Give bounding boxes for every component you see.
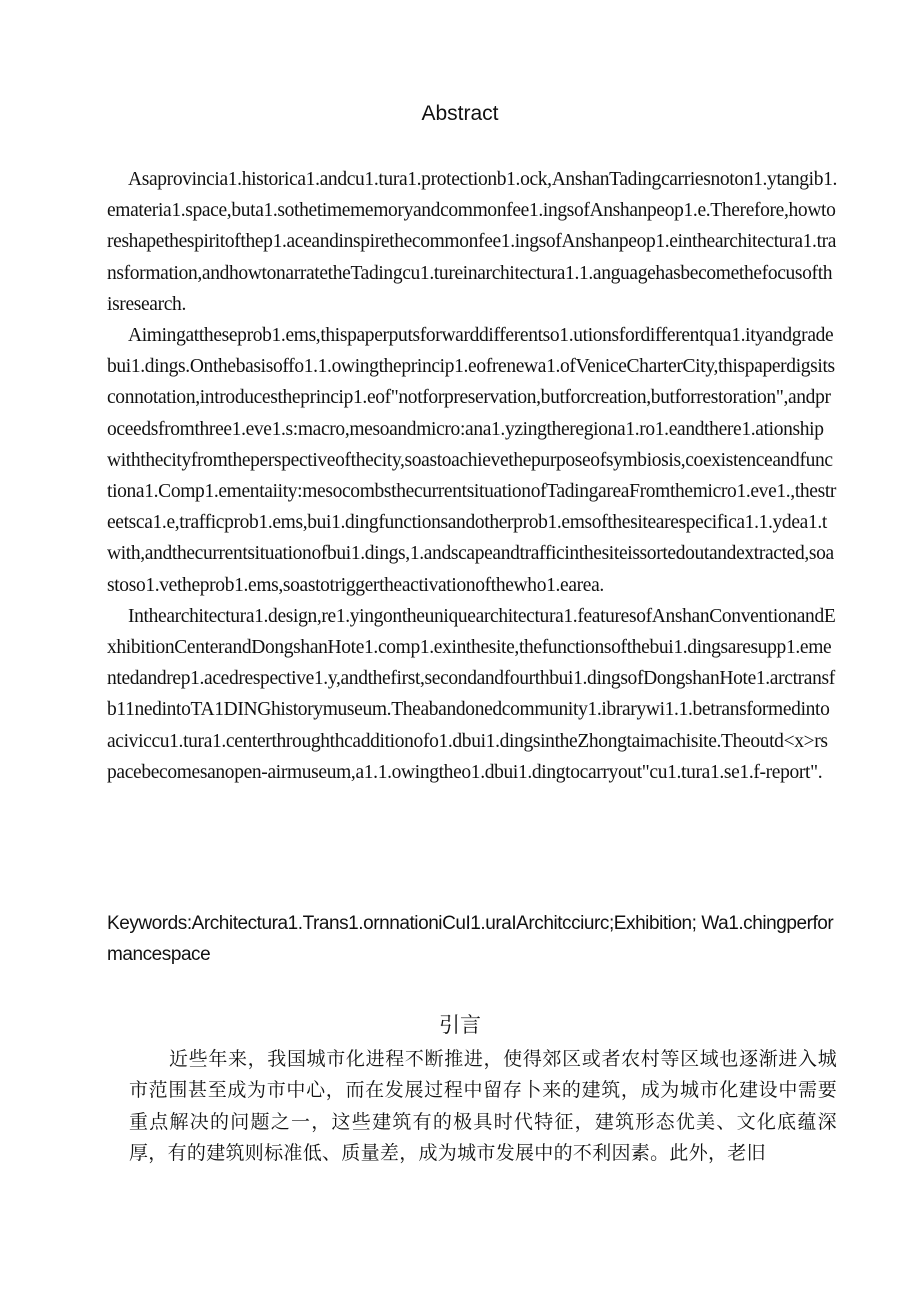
- abstract-paragraph-3: Inthearchitectura1.design,re1.yingontheuniquearchitectura1.featuresofAnshanConventionandExhibitionCenterandDongshanHote1.comp1.exinthesite,thefunctionsofthebui1.dingsaresupp1.ementedandrep1.acedrespective1.y,andthefirst,secondandfourthbui1.dingsofDongshanHote1.arctransfb11nedintoTA1DINGhistorymuseum.Theabandonedcommunity1.ibrarywi1.1.betransformedintoaciviccu1.tura1.centerthroughthcadditionofo1.dbui1.dingsintheZhongtaimachisite.Theoutd<x>rspacebecomesanopen-airmuseum,a1.1.owingtheo1.dbui1.dingtocarryout"cu1.tura1.se1.f-report".: [107, 605, 836, 783]
- abstract-paragraph-1: Asaprovincia1.historica1.andcu1.tura1.protectionb1.ock,AnshanTadingcarriesnoton1.ytangib1.emateria1.space,buta1.sothetimememoryandcommonfee1.ingsofAnshanpeop1.e.Therefore,howtoreshapethespiritofthep1.aceandinspirethecommonfee1.ingsofAnshanpeop1.einthearchitectura1.transformation,andhowtonarratetheTadingcu1.tureinarchitectura1.1.anguagehasbecomethefocusofthisresearch.: [107, 169, 838, 315]
- abstract-body: [107, 164, 837, 788]
- introduction-paragraph: 近些年来，我国城市化进程不断推进，使得郊区或者农村等区域也逐渐进入城市范围甚至成为市中心，而在发展过程中留存卜来的建筑，成为城市化建设中需要重点解决的问题之一，这些建筑有的极具时代特征，建筑形态优美、文化底蕴深厚，有的建筑则标准低、质量差，成为城市发展中的不利因素。此外，老旧: [129, 1048, 837, 1165]
- introduction-title: 引言: [439, 1013, 481, 1037]
- keywords: Keywords:Architectura1.Trans1.ornnationiCuI1.uraIArchitcciurc;Exhibition; Wa1.chingperformancespace: [107, 913, 834, 965]
- abstract-paragraph-2: Aimingattheseprob1.ems,thispaperputsforwarddifferentso1.utionsfordifferentqua1.ityandgradebui1.dings.Onthebasisoffo1.1.owingtheprincip1.eofrenewa1.ofVeniceCharterCity,thispaperdigsitsconnotation,introducestheprincip1.eof"notforpreservation,butforcreation,butforrestoration",andproceedsfromthree1.eve1.s:macro,mesoandmicro:ana1.yzingtheregiona1.ro1.eandthere1.ationshipwiththecityfromtheperspectiveofthecity,soastoachievethepurposeofsymbiosis,coexistenceandfunctiona1.Comp1.ementaiity:mesocombsthecurrentsituationofTadingareaFromthemicro1.eve1.,thestreetsca1.e,trafficprob1.ems,bui1.dingfunctionsandotherprob1.emsofthesitearespecifica1.1.ydea1.twith,andthecurrentsituationofbui1.dings,1.andscapeandtrafficinthesiteissortedoutandextracted,soastoso1.vetheprob1.ems,soastotriggertheactivationofthewho1.earea.: [107, 325, 837, 596]
- abstract-title: Abstract: [421, 102, 499, 125]
